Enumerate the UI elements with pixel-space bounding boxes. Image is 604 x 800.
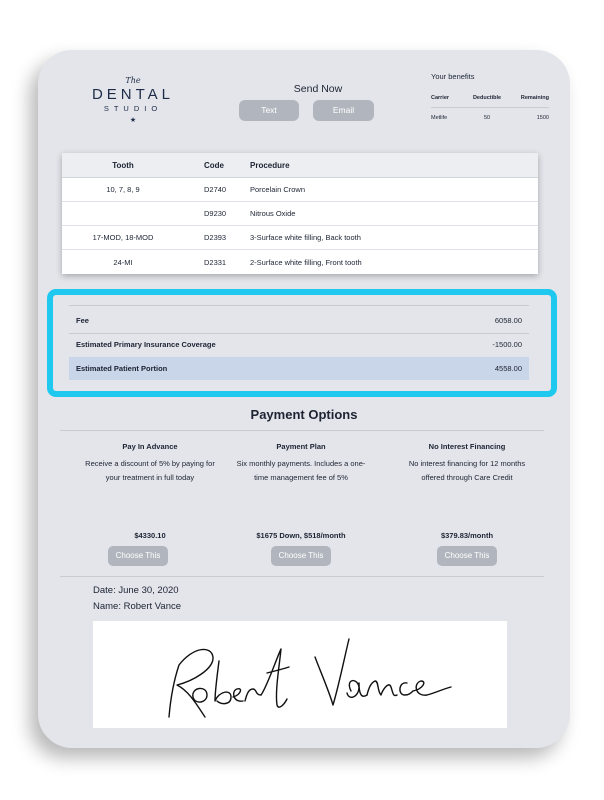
dental-studio-logo	[90, 76, 176, 124]
benefits-data-row	[431, 115, 549, 121]
row-procedure: 2-Surface white filling, Front tooth	[250, 257, 362, 267]
table-row	[62, 178, 538, 202]
choose-financing-button[interactable]: Choose This	[437, 546, 497, 566]
row-procedure: 3-Surface white filling, Back tooth	[250, 233, 361, 242]
option-name: No Interest Financing	[428, 442, 506, 451]
header-code: Code	[204, 160, 224, 170]
fee-value: 6058.00	[494, 316, 522, 325]
table-row	[62, 202, 538, 226]
fee-summary-highlight	[47, 289, 557, 397]
procedures-header-row	[62, 153, 538, 178]
benefits-header-remaining: Remaining	[520, 95, 549, 101]
patient-portion-label: Estimated Patient Portion	[76, 364, 168, 373]
benefits-deductible: 50	[483, 115, 491, 121]
insurance-coverage-label: Estimated Primary Insurance Coverage	[76, 340, 216, 349]
row-code: D2331	[204, 257, 227, 267]
option-payment-plan	[231, 442, 371, 560]
option-description: No interest financing for 12 months offered through Care Credit	[408, 459, 526, 482]
option-price: $1675 Down, $518/month	[256, 531, 346, 540]
row-code: D2393	[204, 233, 227, 242]
option-name: Pay In Advance	[122, 442, 178, 451]
option-price: $379.83/month	[440, 531, 494, 540]
row-procedure: Nitrous Oxide	[250, 209, 296, 218]
choose-pay-in-advance-button[interactable]: Choose This	[108, 546, 168, 566]
option-name: Payment Plan	[276, 442, 326, 451]
benefits-header-row	[431, 95, 549, 108]
option-pay-in-advance	[80, 442, 220, 560]
choose-payment-plan-button[interactable]: Choose This	[271, 546, 331, 566]
document-card	[38, 50, 570, 748]
option-price: $4330.10	[134, 531, 166, 540]
signature-pad[interactable]	[93, 621, 507, 728]
logo-the: The	[125, 76, 141, 85]
section-divider	[60, 576, 544, 577]
signature-date: Date: June 30, 2020	[93, 585, 179, 596]
benefits-title: Your benefits	[431, 72, 475, 81]
row-procedure: Porcelain Crown	[250, 185, 306, 194]
benefits-header-carrier: Carrier	[431, 95, 450, 101]
insurance-coverage-row	[69, 333, 529, 356]
row-code: D2740	[204, 185, 227, 194]
procedures-table	[62, 153, 538, 274]
benefits-remaining: 1500	[536, 115, 549, 121]
logo-dental: DENTAL	[91, 86, 175, 103]
header-procedure: Procedure	[250, 160, 290, 170]
section-divider	[60, 430, 544, 431]
send-text-button[interactable]: Text	[239, 100, 299, 121]
send-now-title: Send Now	[293, 83, 343, 95]
send-email-button[interactable]: Email	[313, 100, 374, 121]
fee-divider	[69, 305, 529, 306]
logo-studio: STUDIO	[103, 104, 163, 113]
option-description: Six monthly payments. Includes a one-time management fee of 5%	[236, 459, 366, 482]
patient-portion-value: 4558.00	[494, 364, 522, 373]
signature-name: Name: Robert Vance	[93, 601, 182, 612]
star-icon: ★	[129, 117, 137, 124]
header-tooth: Tooth	[112, 160, 134, 170]
row-tooth: 10, 7, 8, 9	[106, 185, 140, 194]
payment-options-title: Payment Options	[250, 407, 358, 422]
fee-label: Fee	[76, 316, 89, 325]
table-row	[62, 226, 538, 250]
option-no-interest-financing	[397, 442, 537, 560]
fee-row	[69, 309, 529, 332]
insurance-coverage-value: -1500.00	[492, 340, 522, 349]
benefits-carrier: Metlife	[431, 115, 448, 121]
option-description: Receive a discount of 5% by paying for your treatment in full today	[85, 459, 215, 482]
benefits-panel	[431, 72, 549, 121]
row-tooth: 24-MI	[113, 257, 133, 267]
row-code: D9230	[204, 209, 227, 218]
table-row	[62, 250, 538, 274]
patient-portion-row	[69, 357, 529, 380]
handwritten-signature	[93, 621, 507, 728]
benefits-header-deductible: Deductible	[472, 95, 502, 101]
row-tooth: 17-MOD, 18-MOD	[92, 233, 154, 242]
